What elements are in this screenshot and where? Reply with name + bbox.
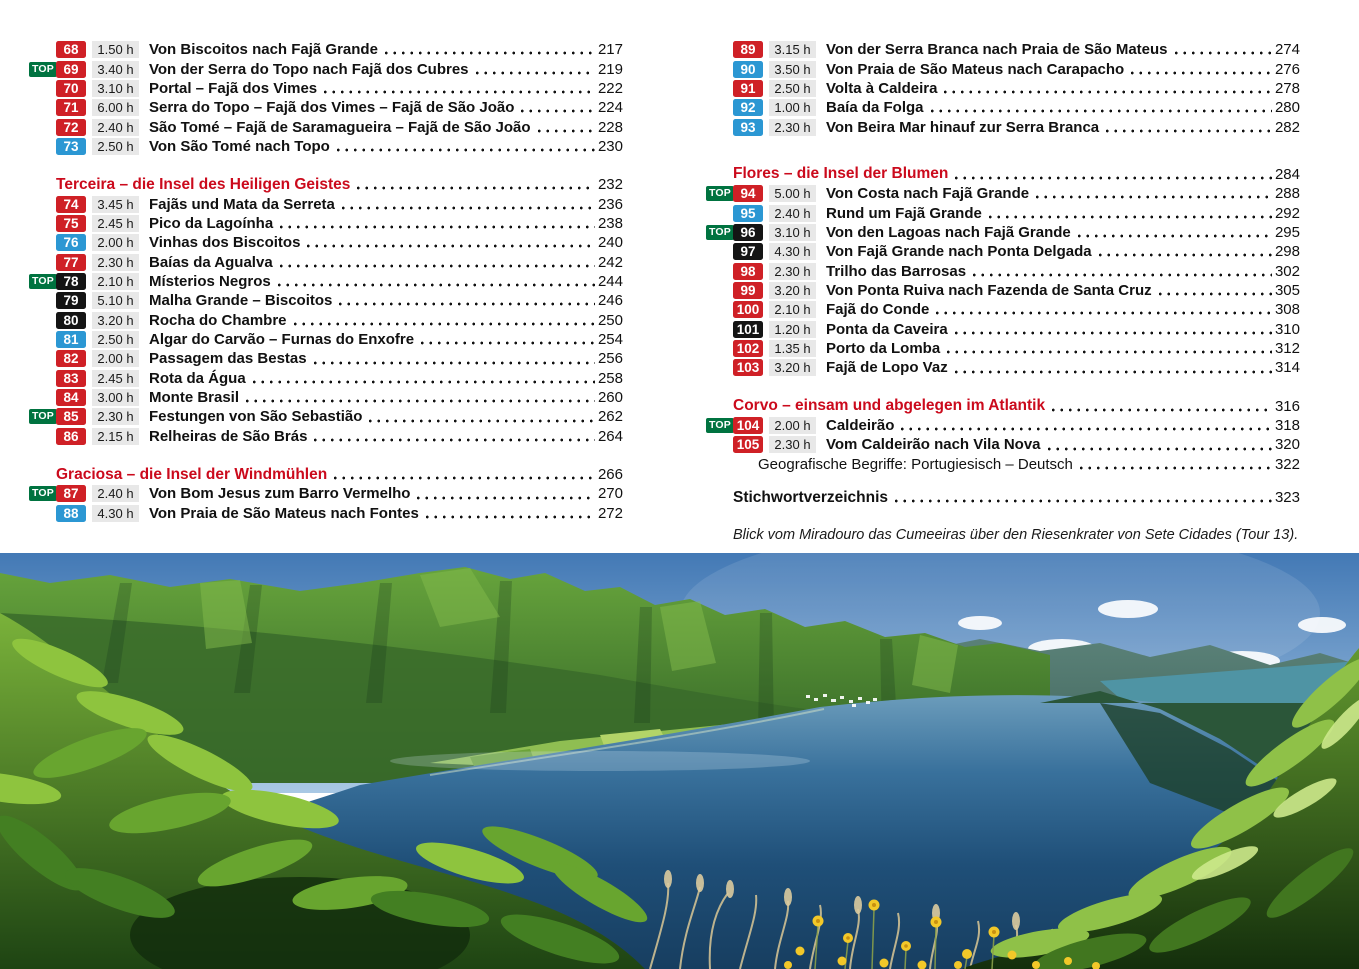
tour-number-badge: 68 — [56, 41, 86, 58]
toc-entry[interactable] — [706, 300, 1300, 319]
tour-title: Fajã de Lopo Vaz — [826, 359, 948, 377]
duration-cell: 3.40 h — [92, 61, 139, 78]
duration-cell: 5.00 h — [769, 185, 816, 202]
tour-number-badge: 78 — [56, 273, 86, 290]
page-number: 254 — [597, 330, 623, 348]
tour-number-badge: 80 — [56, 312, 86, 329]
tour-number-badge: 82 — [56, 350, 86, 367]
duration-cell: 2.30 h — [769, 263, 816, 280]
leader-dots — [941, 89, 1272, 95]
duration-cell: 3.20 h — [769, 359, 816, 376]
toc-section — [706, 165, 1300, 378]
tour-number-badge: 101 — [733, 321, 763, 338]
duration-cell: 2.10 h — [769, 301, 816, 318]
leader-dots — [414, 495, 595, 501]
duration-cell: 2.30 h — [769, 119, 816, 136]
leader-dots — [952, 369, 1272, 375]
duration-cell: 2.40 h — [92, 485, 139, 502]
leader-dots — [970, 272, 1272, 278]
toc-entry[interactable] — [29, 214, 623, 233]
tour-title: Festungen von São Sebastião — [149, 408, 363, 426]
toc-entry[interactable] — [706, 223, 1300, 242]
tour-title: Von Bom Jesus zum Barro Vermelho — [149, 485, 411, 503]
tour-number-badge: 81 — [56, 331, 86, 348]
duration-cell: 2.50 h — [92, 138, 139, 155]
tour-number-badge: 84 — [56, 389, 86, 406]
toc-section — [29, 40, 623, 156]
page-number: 272 — [597, 504, 623, 522]
toc-entry[interactable] — [706, 59, 1300, 78]
toc-section — [29, 465, 623, 523]
top-slot-cell — [706, 186, 733, 201]
tour-number-badge: 71 — [56, 99, 86, 116]
leader-dots — [952, 175, 1272, 181]
tour-number-badge: 92 — [733, 99, 763, 116]
leader-dots — [250, 379, 595, 385]
leader-dots — [311, 437, 595, 443]
duration-cell: 1.50 h — [92, 41, 139, 58]
leader-dots — [423, 514, 595, 520]
top-slot-cell — [29, 409, 56, 424]
page-number: 242 — [597, 253, 623, 271]
top-slot-cell — [29, 274, 56, 289]
tour-title: Rocha do Chambre — [149, 311, 287, 329]
tour-number-badge: 94 — [733, 185, 763, 202]
page-number: 238 — [597, 214, 623, 232]
section-title: Terceira – die Insel des Heiligen Geistes — [56, 175, 351, 193]
tour-number-badge: 93 — [733, 119, 763, 136]
leader-dots — [366, 418, 595, 424]
page-number: 298 — [1274, 243, 1300, 261]
page-number: 270 — [597, 485, 623, 503]
toc-entry[interactable] — [29, 137, 623, 156]
section-title: Flores – die Insel der Blumen — [733, 165, 949, 183]
toc-entry[interactable] — [29, 272, 623, 291]
top-badge: TOP — [706, 186, 734, 201]
duration-cell: 2.00 h — [92, 350, 139, 367]
toc-section — [29, 175, 623, 446]
leader-dots — [304, 243, 595, 249]
leader-dots — [311, 360, 595, 366]
page-number: 232 — [597, 176, 623, 194]
tour-title: Relheiras de São Brás — [149, 427, 308, 445]
page-number: 260 — [597, 389, 623, 407]
page-number: 316 — [1274, 397, 1300, 415]
page-number: 262 — [597, 408, 623, 426]
tour-title: Von Fajã Grande nach Ponta Delgada — [826, 243, 1092, 261]
photo-caption: Blick vom Miradouro das Cumeeiras über den Riesenkrater von Sete Cidades (Tour 13). — [733, 527, 1299, 543]
toc-entry[interactable] — [706, 79, 1300, 98]
duration-cell: 4.30 h — [92, 505, 139, 522]
top-badge: TOP — [29, 274, 57, 289]
duration-cell: 3.20 h — [769, 282, 816, 299]
leader-dots — [1045, 446, 1272, 452]
duration-cell: 3.45 h — [92, 196, 139, 213]
toc-entry[interactable] — [706, 242, 1300, 261]
page-number: 284 — [1274, 165, 1300, 183]
toc-entry[interactable] — [706, 98, 1300, 117]
tour-title: Volta à Caldeira — [826, 79, 938, 97]
toc-entry[interactable] — [29, 233, 623, 252]
toc-entry[interactable] — [706, 261, 1300, 280]
toc-entry[interactable] — [29, 504, 623, 523]
page-number: 217 — [597, 41, 623, 59]
tour-title: Von der Serra Branca nach Praia de São Mateus — [826, 41, 1168, 59]
toc-entry[interactable] — [706, 203, 1300, 222]
tour-number-badge: 97 — [733, 243, 763, 260]
tour-number-badge: 102 — [733, 340, 763, 357]
page-number: 322 — [1274, 455, 1300, 473]
leader-dots — [473, 70, 595, 76]
page-number: 278 — [1274, 79, 1300, 97]
toc-entry[interactable] — [706, 339, 1300, 358]
leader-dots — [892, 498, 1272, 504]
toc-entry[interactable] — [29, 117, 623, 136]
page-number: 266 — [597, 466, 623, 484]
tour-title: Von Beira Mar hinauf zur Serra Branca — [826, 118, 1100, 136]
tour-title: Von Biscoitos nach Fajã Grande — [149, 41, 378, 59]
page-number: 320 — [1274, 436, 1300, 454]
toc-entry[interactable] — [29, 40, 623, 59]
tour-title: Vinhas dos Biscoitos — [149, 234, 301, 252]
photo-sete-cidades — [0, 553, 1359, 969]
tour-title: Baías da Agualva — [149, 253, 273, 271]
tour-number-badge: 77 — [56, 254, 86, 271]
section-header-row[interactable] — [29, 175, 623, 194]
tour-number-badge: 75 — [56, 215, 86, 232]
page-number: 228 — [597, 118, 623, 136]
leader-dots — [933, 310, 1272, 316]
page-number: 323 — [1274, 489, 1300, 507]
toc-entry[interactable] — [29, 79, 623, 98]
top-badge: TOP — [706, 418, 734, 433]
tour-number-badge: 79 — [56, 292, 86, 309]
toc-entry[interactable] — [706, 358, 1300, 377]
toc-entry[interactable] — [29, 349, 623, 368]
tour-number-badge: 98 — [733, 263, 763, 280]
duration-cell: 2.00 h — [769, 417, 816, 434]
duration-cell: 2.30 h — [92, 408, 139, 425]
page-number: 310 — [1274, 320, 1300, 338]
index-row[interactable] — [706, 488, 1300, 507]
duration-cell: 2.40 h — [92, 119, 139, 136]
tour-title: Von den Lagoas nach Fajã Grande — [826, 223, 1071, 241]
page-number: 280 — [1274, 99, 1300, 117]
duration-cell: 2.00 h — [92, 234, 139, 251]
duration-cell: 3.10 h — [92, 80, 139, 97]
top-badge: TOP — [706, 225, 734, 240]
toc-column-left — [29, 40, 623, 523]
tour-number-badge: 91 — [733, 80, 763, 97]
duration-cell: 4.30 h — [769, 243, 816, 260]
page-number: 219 — [597, 60, 623, 78]
tour-title: Algar do Carvão – Furnas do Enxofre — [149, 330, 415, 348]
toc-entry[interactable] — [29, 194, 623, 213]
page-number: 295 — [1274, 223, 1300, 241]
duration-cell: 2.15 h — [92, 428, 139, 445]
duration-cell: 2.45 h — [92, 215, 139, 232]
duration-cell: 3.00 h — [92, 389, 139, 406]
page-number: 312 — [1274, 339, 1300, 357]
page-number: 250 — [597, 311, 623, 329]
toc-section — [706, 397, 1300, 474]
toc-entry[interactable] — [29, 98, 623, 117]
leader-dots — [334, 147, 595, 153]
leader-dots — [243, 398, 595, 404]
tour-number-badge: 100 — [733, 301, 763, 318]
page-number: 288 — [1274, 185, 1300, 203]
page-number: 244 — [597, 272, 623, 290]
tour-title: Von Praia de São Mateus nach Fontes — [149, 504, 419, 522]
leader-dots — [1128, 70, 1272, 76]
tour-number-badge: 83 — [56, 370, 86, 387]
tour-title: Vom Caldeirão nach Vila Nova — [826, 436, 1041, 454]
duration-cell: 1.00 h — [769, 99, 816, 116]
tour-number-badge: 74 — [56, 196, 86, 213]
leader-dots — [898, 426, 1272, 432]
tour-title: Von Praia de São Mateus nach Carapacho — [826, 60, 1125, 78]
toc-entry[interactable] — [29, 484, 623, 503]
duration-cell: 6.00 h — [92, 99, 139, 116]
section-header-row[interactable] — [706, 165, 1300, 184]
page-number: 236 — [597, 195, 623, 213]
tour-title: Fajãs und Mata da Serreta — [149, 195, 335, 213]
leader-dots — [1033, 194, 1272, 200]
tour-title: Rota da Água — [149, 369, 246, 387]
duration-cell: 3.10 h — [769, 224, 816, 241]
duration-cell: 2.10 h — [92, 273, 139, 290]
section-title: Corvo – einsam und abgelegen im Atlantik — [733, 397, 1046, 415]
section-title: Graciosa – die Insel der Windmühlen — [56, 465, 328, 483]
leader-dots — [1172, 50, 1272, 56]
duration-cell: 3.50 h — [769, 61, 816, 78]
tour-title: Místerios Negros — [149, 272, 271, 290]
page-number: 258 — [597, 369, 623, 387]
page-number: 256 — [597, 350, 623, 368]
leader-dots — [354, 185, 595, 191]
duration-cell: 1.20 h — [769, 321, 816, 338]
duration-cell: 2.50 h — [769, 80, 816, 97]
tour-title: Ponta da Caveira — [826, 320, 948, 338]
page-number: 308 — [1274, 301, 1300, 319]
toc-entry[interactable] — [29, 369, 623, 388]
leader-dots — [275, 282, 595, 288]
tour-title: São Tomé – Fajã de Saramagueira – Fajã de São João — [149, 118, 531, 136]
leader-dots — [382, 50, 595, 56]
tour-number-badge: 95 — [733, 205, 763, 222]
toc-entry[interactable] — [706, 40, 1300, 59]
top-badge: TOP — [29, 409, 57, 424]
page-number: 302 — [1274, 262, 1300, 280]
tour-title: Trilho das Barrosas — [826, 262, 967, 280]
leader-dots — [535, 128, 595, 134]
section-header-row[interactable] — [29, 465, 623, 484]
toc-entry[interactable] — [706, 319, 1300, 338]
duration-cell: 3.15 h — [769, 41, 816, 58]
page-number: 282 — [1274, 118, 1300, 136]
leader-dots — [277, 263, 595, 269]
toc-entry[interactable] — [29, 252, 623, 271]
leader-dots — [1075, 233, 1272, 239]
toc-entry[interactable] — [29, 388, 623, 407]
tour-number-badge: 86 — [56, 428, 86, 445]
top-slot-cell — [706, 418, 733, 433]
tour-number-badge: 96 — [733, 224, 763, 241]
tour-title: Von der Serra do Topo nach Fajã dos Cubres — [149, 60, 469, 78]
toc-entry[interactable] — [706, 184, 1300, 203]
tour-title: Von Costa nach Fajã Grande — [826, 185, 1030, 203]
leader-dots — [291, 321, 595, 327]
leader-dots — [928, 108, 1272, 114]
toc-entry[interactable] — [706, 455, 1300, 474]
toc-entry[interactable] — [29, 330, 623, 349]
leader-dots — [339, 205, 595, 211]
tour-title: Monte Brasil — [149, 389, 240, 407]
toc-entry[interactable] — [706, 416, 1300, 435]
leader-dots — [952, 330, 1272, 336]
duration-cell: 5.10 h — [92, 292, 139, 309]
tour-number-badge: 72 — [56, 119, 86, 136]
leader-dots — [418, 340, 595, 346]
tour-number-badge: 99 — [733, 282, 763, 299]
tour-number-badge: 103 — [733, 359, 763, 376]
leader-dots — [277, 224, 595, 230]
leader-dots — [336, 301, 595, 307]
tour-title: Von São Tomé nach Topo — [149, 137, 330, 155]
tour-number-badge: 70 — [56, 80, 86, 97]
leader-dots — [986, 214, 1272, 220]
tour-title: Passagem das Bestas — [149, 350, 307, 368]
leader-dots — [1049, 407, 1272, 413]
tour-title: Porto da Lomba — [826, 339, 941, 357]
top-badge: TOP — [29, 62, 57, 77]
tour-title: Pico da Lagoínha — [149, 214, 274, 232]
top-slot-cell — [29, 486, 56, 501]
toc-entry[interactable] — [706, 435, 1300, 454]
duration-cell: 2.40 h — [769, 205, 816, 222]
tour-number-badge: 88 — [56, 505, 86, 522]
toc-entry[interactable] — [29, 291, 623, 310]
tour-number-badge: 89 — [733, 41, 763, 58]
toc-entry[interactable] — [29, 59, 623, 78]
top-badge: TOP — [29, 486, 57, 501]
page-number: 224 — [597, 99, 623, 117]
toc-column-right — [706, 40, 1300, 507]
toc-entry[interactable] — [706, 117, 1300, 136]
entry-title: Geografische Begriffe: Portugiesisch – Deutsch — [758, 455, 1073, 473]
index-title: Stichwortverzeichnis — [733, 488, 889, 506]
page-number: 240 — [597, 234, 623, 252]
tour-title: Caldeirão — [826, 417, 895, 435]
tour-number-badge: 73 — [56, 138, 86, 155]
leader-dots — [331, 475, 595, 481]
tour-title: Portal – Fajã dos Vimes — [149, 79, 318, 97]
leader-dots — [1103, 128, 1272, 134]
page-number: 274 — [1274, 41, 1300, 59]
tour-title: Von Ponta Ruiva nach Fazenda de Santa Cruz — [826, 281, 1152, 299]
page-number: 264 — [597, 427, 623, 445]
tour-title: Baía da Folga — [826, 99, 924, 117]
page-number: 292 — [1274, 204, 1300, 222]
leader-dots — [1077, 465, 1272, 471]
landscape-photo-illustration — [0, 553, 1359, 969]
tour-number-badge: 90 — [733, 61, 763, 78]
leader-dots — [518, 108, 595, 114]
duration-cell: 1.35 h — [769, 340, 816, 357]
tour-number-badge: 69 — [56, 61, 86, 78]
top-slot-cell — [29, 62, 56, 77]
toc-section — [706, 488, 1300, 507]
leader-dots — [1096, 252, 1272, 258]
tour-title: Fajã do Conde — [826, 301, 930, 319]
page-number: 276 — [1274, 60, 1300, 78]
toc-section — [706, 40, 1300, 137]
toc-entry[interactable] — [706, 281, 1300, 300]
top-slot-cell — [706, 225, 733, 240]
tour-number-badge: 87 — [56, 485, 86, 502]
tour-title: Malha Grande – Biscoitos — [149, 292, 333, 310]
duration-cell: 3.20 h — [92, 312, 139, 329]
page-number: 230 — [597, 137, 623, 155]
tour-number-badge: 105 — [733, 436, 763, 453]
section-header-row[interactable] — [706, 397, 1300, 416]
tour-number-badge: 76 — [56, 234, 86, 251]
leader-dots — [1156, 291, 1272, 297]
page-number: 318 — [1274, 417, 1300, 435]
toc-entry[interactable] — [29, 310, 623, 329]
page-number: 314 — [1274, 359, 1300, 377]
tour-number-badge: 85 — [56, 408, 86, 425]
duration-cell: 2.50 h — [92, 331, 139, 348]
page-number: 246 — [597, 292, 623, 310]
duration-cell: 2.30 h — [92, 254, 139, 271]
leader-dots — [321, 89, 595, 95]
tour-number-badge: 104 — [733, 417, 763, 434]
tour-title: Serra do Topo – Fajã dos Vimes – Fajã de São João — [149, 99, 515, 117]
tour-title: Rund um Fajã Grande — [826, 204, 982, 222]
duration-cell: 2.45 h — [92, 370, 139, 387]
page-number: 305 — [1274, 281, 1300, 299]
leader-dots — [944, 349, 1272, 355]
page-number: 222 — [597, 79, 623, 97]
toc-entry[interactable] — [29, 407, 623, 426]
duration-cell: 2.30 h — [769, 436, 816, 453]
toc-entry[interactable] — [29, 427, 623, 446]
